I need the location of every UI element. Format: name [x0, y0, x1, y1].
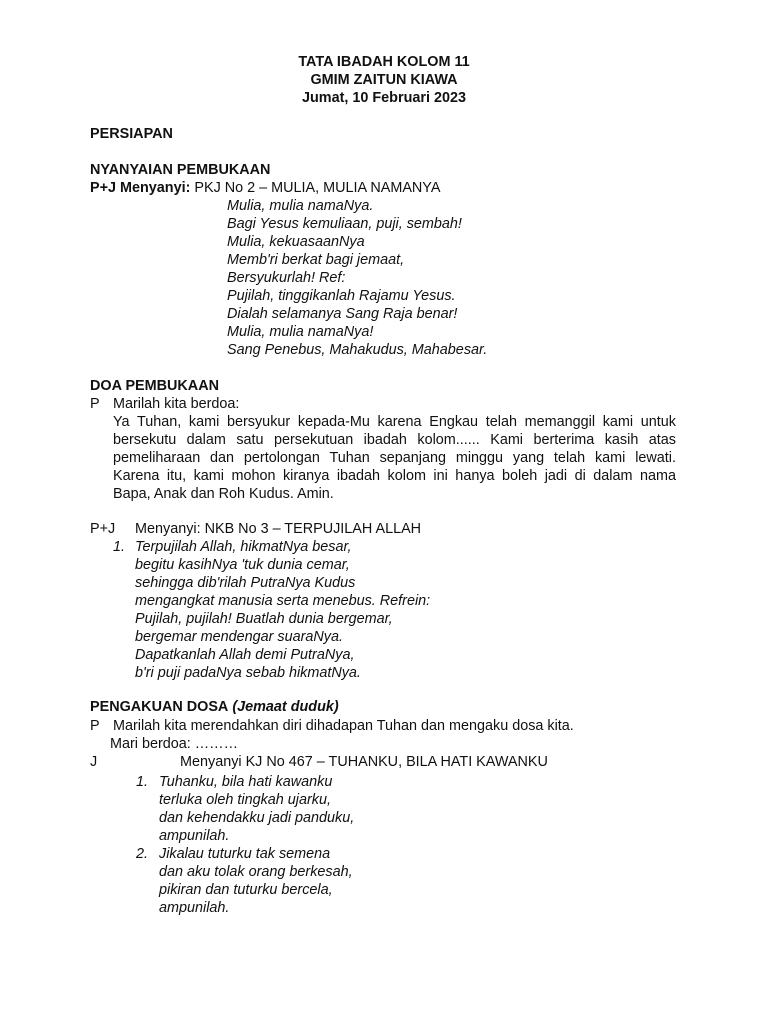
kj-verse1-line: dan kehendakku jadi panduku,	[159, 810, 355, 826]
prayer-line: Ya Tuhan, kami bersyukur kepada-Mu karena Engkau telah memanggil kami untuk	[113, 414, 676, 430]
nkb-lyric-line: Terpujilah Allah, hikmatNya besar,	[135, 539, 352, 555]
opening-lyric-line: Bagi Yesus kemuliaan, puji, sembah!	[227, 216, 462, 232]
opening-song-line	[90, 179, 440, 197]
opening-song-title: PKJ No 2 – MULIA, MULIA NAMANYA	[190, 180, 441, 196]
prayer-line: Bapa, Anak dan Roh Kudus. Amin.	[113, 486, 334, 502]
opening-lyric-line: Bersyukurlah! Ref:	[227, 270, 346, 286]
section-pengakuan-dosa: PENGAKUAN DOSA	[90, 699, 229, 715]
prayer-intro: Marilah kita berdoa:	[113, 396, 240, 412]
section-doa-pembukaan: DOA PEMBUKAAN	[90, 378, 219, 394]
section-nyanyian-pembukaan: NYANYAIAN PEMBUKAAN	[90, 162, 271, 178]
opening-lyric-line: Memb'ri berkat bagi jemaat,	[227, 252, 405, 268]
kj-verse2-line: pikiran dan tuturku bercela,	[159, 882, 333, 898]
opening-song-leader: P+J Menyanyi:	[90, 180, 191, 196]
prayer-line: Karena itu, kami mohon kiranya ibadah kolom ini hanya boleh jadi di dalam nama	[113, 468, 676, 484]
kj-verse1-line: Tuhanku, bila hati kawanku	[159, 774, 333, 790]
kj-song-role: J	[90, 754, 98, 770]
document-title: TATA IBADAH KOLOM 11	[298, 54, 470, 70]
congregation-name: GMIM ZAITUN KIAWA	[310, 72, 458, 88]
prayer-line: pemeliharaan dan pertolongan Tuhan sepanjang minggu yang telah kami lewati.	[113, 450, 676, 466]
kj-song-title: Menyanyi KJ No 467 – TUHANKU, BILA HATI KAWANKU	[180, 754, 548, 770]
opening-lyric-line: Mulia, mulia namaNya!	[227, 324, 374, 340]
opening-lyric-line: Dialah selamanya Sang Raja benar!	[227, 306, 458, 322]
nkb-verse-number: 1.	[113, 539, 126, 555]
confession-text: Marilah kita merendahkan diri dihadapan Tuhan dan mengaku dosa kita.	[113, 718, 574, 734]
opening-lyric-line: Mulia, mulia namaNya.	[227, 198, 374, 214]
nkb-lyric-line: b'ri puji padaNya sebab hikmatNya.	[135, 665, 361, 681]
opening-lyric-line: Sang Penebus, Mahakudus, Mahabesar.	[227, 342, 488, 358]
kj-verse1-number: 1.	[136, 774, 149, 790]
nkb-lyric-line: bergemar mendengar suaraNya.	[135, 629, 343, 645]
kj-verse2-line: Jikalau tuturku tak semena	[159, 846, 331, 862]
nkb-song-title: Menyanyi: NKB No 3 – TERPUJILAH ALLAH	[135, 521, 422, 537]
prayer-line: bersekutu dalam satu persekutuan ibadah kolom...... Kami berterima kasih atas	[113, 432, 676, 448]
section-pengakuan-dosa-line	[90, 698, 339, 716]
nkb-lyric-line: mengangkat manusia serta menebus. Refrein:	[135, 593, 431, 609]
kj-verse2-number: 2.	[136, 846, 149, 862]
opening-lyric-line: Pujilah, tinggikanlah Rajamu Yesus.	[227, 288, 456, 304]
nkb-lyric-line: begitu kasihNya 'tuk dunia cemar,	[135, 557, 350, 573]
kj-verse2-line: dan aku tolak orang berkesah,	[159, 864, 353, 880]
nkb-lyric-line: Dapatkanlah Allah demi PutraNya,	[135, 647, 355, 663]
pengakuan-dosa-note: (Jemaat duduk)	[232, 699, 339, 715]
prayer-role: P	[90, 396, 100, 412]
nkb-lyric-line: Pujilah, pujilah! Buatlah dunia bergemar,	[135, 611, 393, 627]
confession-role: P	[90, 718, 100, 734]
opening-lyric-line: Mulia, kekuasaanNya	[227, 234, 365, 250]
kj-verse1-line: ampunilah.	[159, 828, 230, 844]
kj-verse2-line: ampunilah.	[159, 900, 230, 916]
service-date: Jumat, 10 Februari 2023	[302, 90, 466, 106]
kj-verse1-line: terluka oleh tingkah ujarku,	[159, 792, 331, 808]
confession-prayer-call: Mari berdoa: ………	[110, 736, 238, 752]
section-persiapan: PERSIAPAN	[90, 126, 173, 142]
nkb-lyric-line: sehingga dib'rilah PutraNya Kudus	[135, 575, 356, 591]
nkb-song-role: P+J	[90, 521, 116, 537]
